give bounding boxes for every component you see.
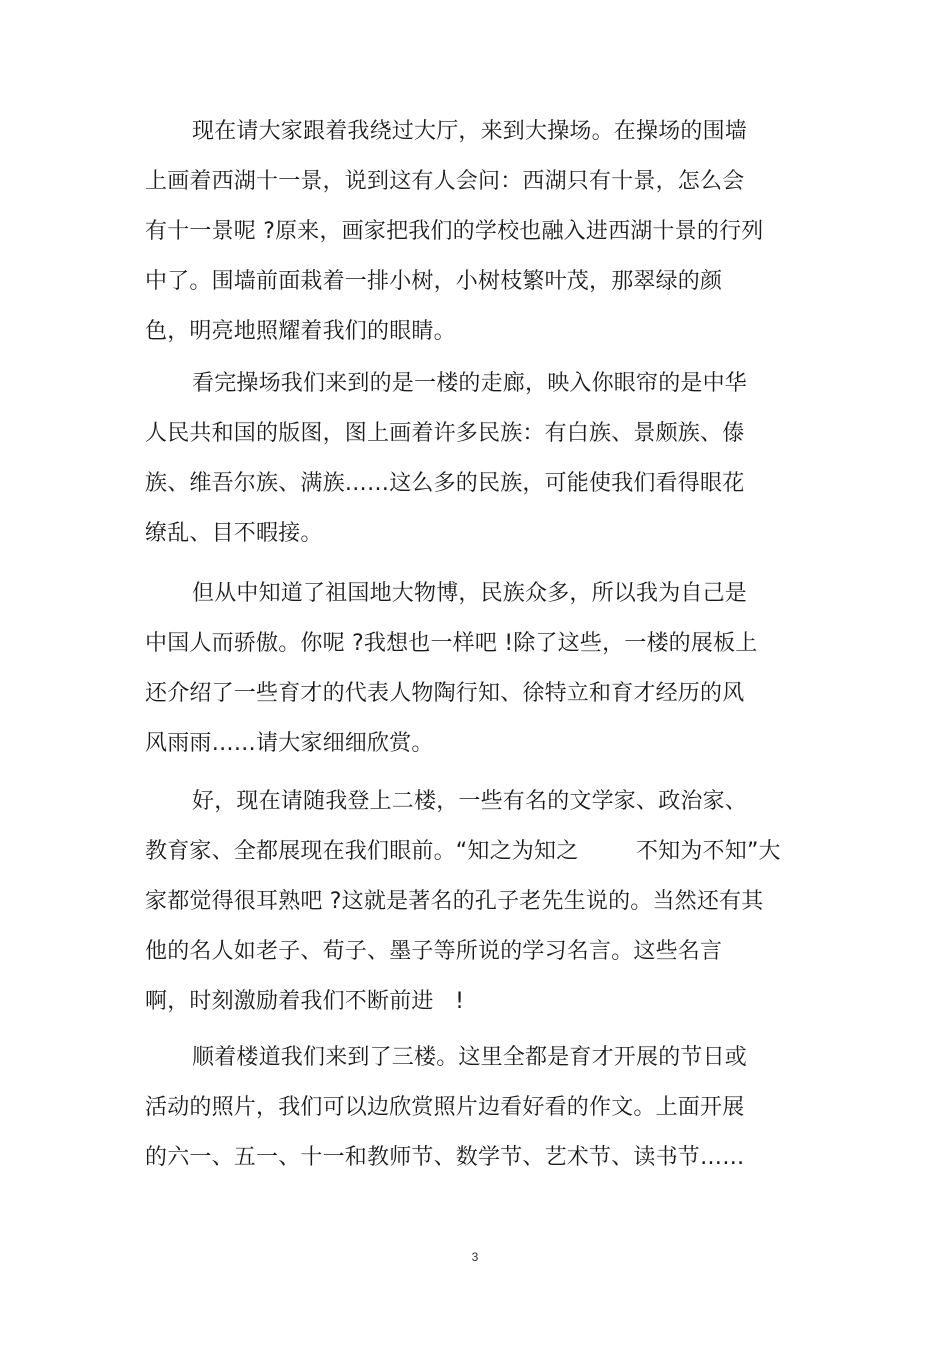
text-line: 好，现在请随我登上二楼，一些有名的文学家、政治家、	[192, 789, 748, 814]
paragraph	[145, 1042, 805, 1192]
paragraph	[145, 786, 805, 1036]
text-line: 上画着西湖十一景，说到这有人会问：西湖只有十景，怎么会	[145, 169, 745, 194]
text-line: 现在请大家跟着我绕过大厅，来到大操场。在操场的围墙	[192, 119, 748, 144]
text-line: 色，明亮地照耀着我们的眼睛。	[145, 319, 456, 344]
text-line: 教育家、全都展现在我们眼前。“知之为知之 不知为不知”大	[145, 839, 781, 864]
paragraph	[145, 578, 805, 778]
text-line: 有十一景呢 ?原来，画家把我们的学校也融入进西湖十景的行列	[145, 219, 764, 244]
text-line: 中了。围墙前面栽着一排小树，小树枝繁叶茂，那翠绿的颜	[145, 269, 723, 294]
text-line: 啊，时刻激励着我们不断前进 !	[145, 989, 465, 1014]
paragraph	[145, 368, 805, 568]
text-line: 活动的照片，我们可以边欣赏照片边看好看的作文。上面开展	[145, 1095, 745, 1120]
text-line: 但从中知道了祖国地大物博，民族众多，所以我为自己是	[192, 581, 748, 606]
text-line: 看完操场我们来到的是一楼的走廊，映入你眼帘的是中华	[192, 371, 748, 396]
text-line: 家都觉得很耳熟吧 ?这就是著名的孔子老先生说的。当然还有其	[145, 889, 764, 914]
text-line: 的六一、五一、十一和教师节、数学节、艺术节、读书节……	[145, 1145, 745, 1170]
text-line: 他的名人如老子、荀子、墨子等所说的学习名言。这些名言	[145, 939, 723, 964]
text-line: 人民共和国的版图，图上画着许多民族：有白族、景颇族、傣	[145, 421, 745, 446]
text-line: 风雨雨……请大家细细欣赏。	[145, 731, 434, 756]
text-line: 顺着楼道我们来到了三楼。这里全都是育才开展的节日或	[192, 1045, 748, 1070]
page-number: 3	[471, 1250, 479, 1264]
text-line: 族、维吾尔族、满族……这么多的民族，可能使我们看得眼花	[145, 471, 745, 496]
text-line: 缭乱、目不暇接。	[145, 521, 323, 546]
paragraph	[145, 116, 805, 366]
text-line: 还介绍了一些育才的代表人物陶行知、徐特立和育才经历的风	[145, 681, 745, 706]
text-line: 中国人而骄傲。你呢 ?我想也一样吧 !除了这些，一楼的展板上	[145, 631, 758, 656]
